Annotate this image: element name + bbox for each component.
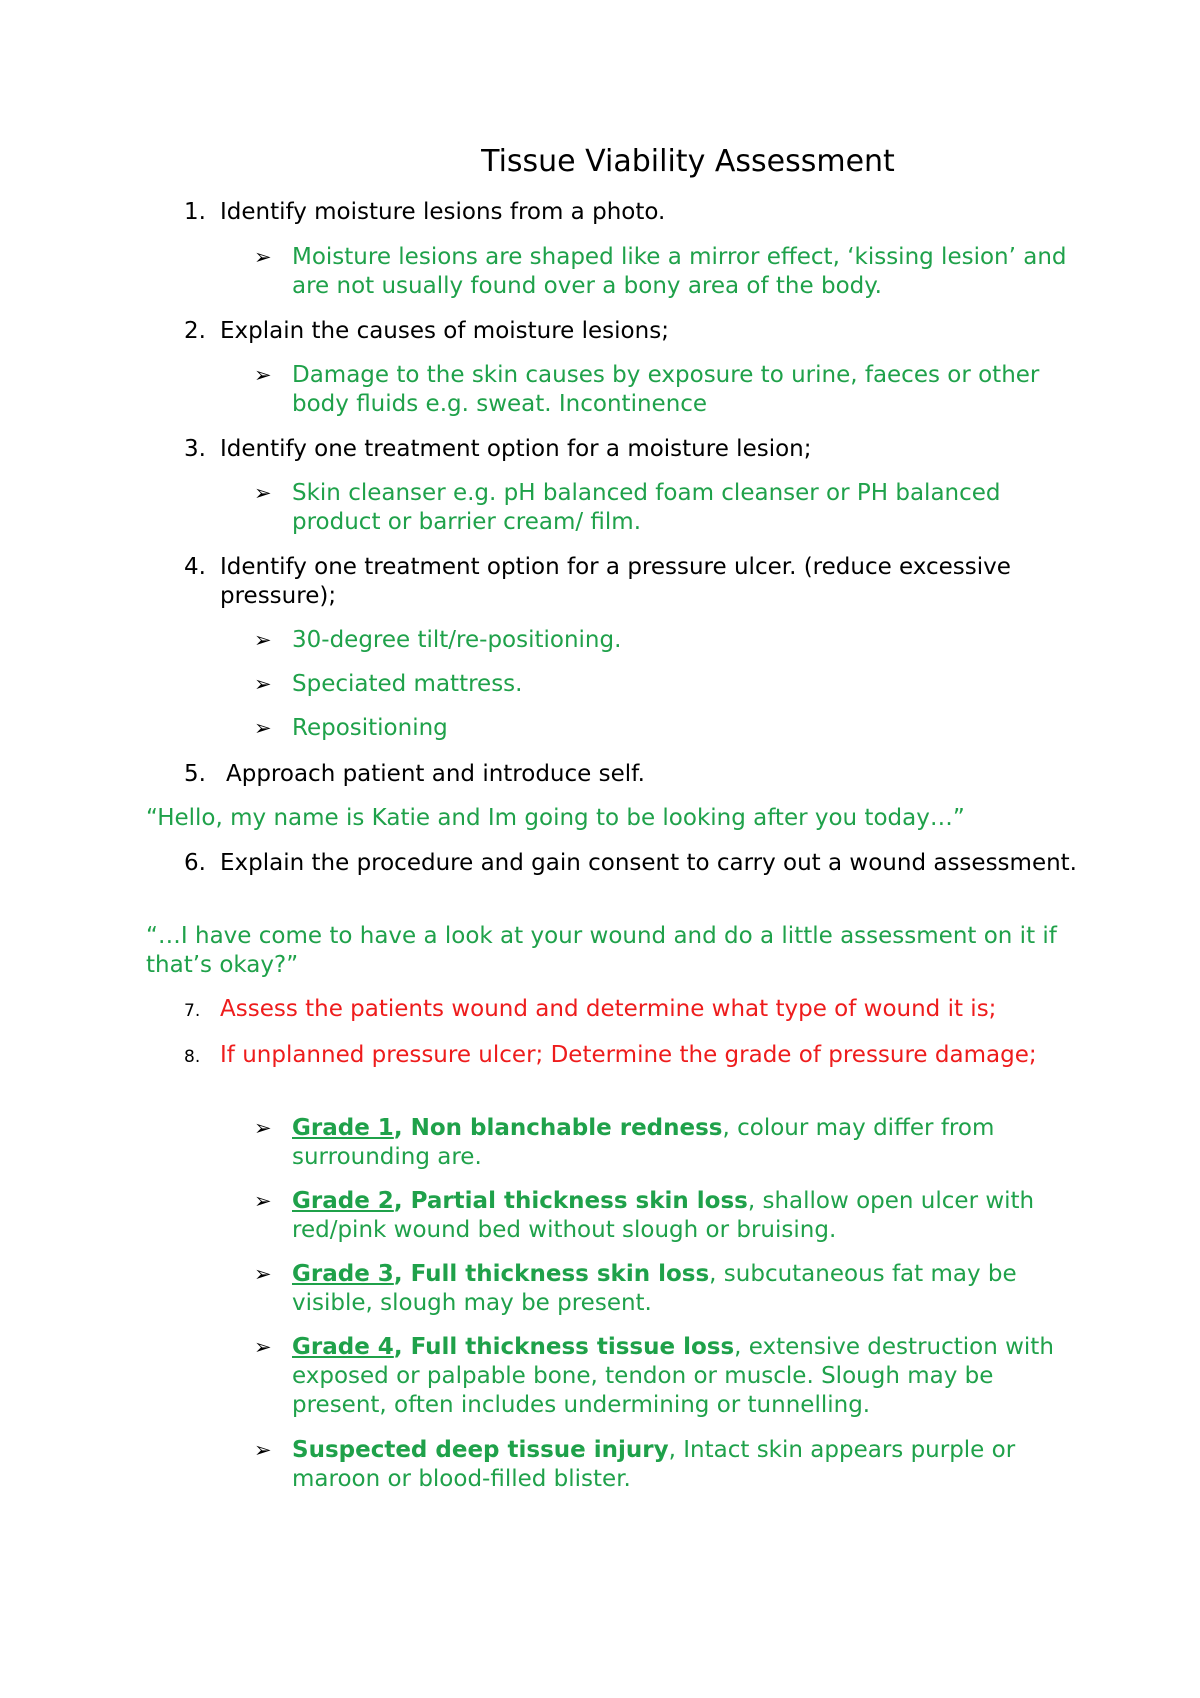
grade-title: Non blanchable redness — [410, 1115, 723, 1141]
grade-separator: , — [393, 1115, 411, 1141]
grade-title: Partial thickness skin loss — [410, 1188, 748, 1214]
grade-label: Grade 1 — [292, 1115, 394, 1141]
page-title: Tissue Viability Assessment — [481, 144, 895, 179]
quote-text: “Hello, my name is Katie and Im going to be looking after you today…” — [146, 805, 965, 831]
answer-text: Speciated mattress. — [292, 671, 523, 697]
arrow-bullet-icon: ➢ — [254, 628, 272, 652]
grade-label: Grade 2 — [292, 1188, 394, 1214]
arrow-bullet-icon: ➢ — [254, 1335, 272, 1359]
item-text: Explain the procedure and gain consent to carry out a wound assessment. — [220, 850, 1077, 876]
arrow-bullet-icon: ➢ — [254, 1116, 272, 1140]
grade-description: , extensive destruction with exposed or palpable bone, tendon or muscle. Slough may be present, often includes undermining or tunnelling. — [292, 1334, 1054, 1418]
arrow-bullet-icon: ➢ — [254, 716, 272, 740]
item-text: If unplanned pressure ulcer; Determine the grade of pressure damage; — [220, 1042, 1037, 1068]
grade-separator: , — [393, 1188, 411, 1214]
grade-separator: , — [393, 1261, 411, 1287]
grade-label: Grade 3 — [292, 1261, 394, 1287]
grade-title: Suspected deep tissue injury — [292, 1437, 669, 1463]
grade-label: Grade 4 — [292, 1334, 394, 1360]
grade-description: , subcutaneous fat may be visible, slough may be present. — [292, 1261, 1017, 1316]
item-number: 2. — [184, 318, 206, 344]
grade-4-entry — [292, 1333, 1092, 1420]
grade-description: , shallow open ulcer with red/pink wound bed without slough or bruising. — [292, 1188, 1035, 1243]
item-text: Identify moisture lesions from a photo. — [220, 199, 666, 225]
answer-text: Skin cleanser e.g. pH balanced foam cleanser or PH balanced product or barrier cream/ film. — [292, 480, 1001, 535]
answer-text: Moisture lesions are shaped like a mirror effect, ‘kissing lesion’ and are not usually found over a bony area of the body. — [292, 244, 1067, 299]
arrow-bullet-icon: ➢ — [254, 1262, 272, 1286]
arrow-bullet-icon: ➢ — [254, 672, 272, 696]
item-text: Approach patient and introduce self. — [226, 761, 645, 787]
grade-title: Full thickness skin loss — [410, 1261, 710, 1287]
arrow-bullet-icon: ➢ — [254, 1189, 272, 1213]
item-number: 7. — [184, 1001, 201, 1021]
grade-2-entry — [292, 1187, 1092, 1245]
item-text: Identify one treatment option for a pressure ulcer. (reduce excessive pressure); — [220, 554, 1011, 609]
grade-description: , Intact skin appears purple or maroon or blood-filled blister. — [292, 1437, 1016, 1492]
item-text: Identify one treatment option for a moisture lesion; — [220, 436, 812, 462]
arrow-bullet-icon: ➢ — [254, 363, 272, 387]
grade-separator: , — [393, 1334, 411, 1360]
grade-3-entry — [292, 1260, 1092, 1318]
item-number: 1. — [184, 199, 206, 225]
item-text: Assess the patients wound and determine what type of wound it is; — [220, 996, 997, 1022]
arrow-bullet-icon: ➢ — [254, 1438, 272, 1462]
grade-1-entry — [292, 1114, 1092, 1172]
item-number: 5. — [184, 761, 206, 787]
deep-tissue-entry — [292, 1436, 1092, 1494]
quote-text: “…I have come to have a look at your wound and do a little assessment on it if that’s okay?” — [146, 923, 1057, 978]
grade-description: , colour may differ from surrounding are. — [292, 1115, 995, 1170]
grade-title: Full thickness tissue loss — [410, 1334, 735, 1360]
item-number: 8. — [184, 1047, 201, 1067]
arrow-bullet-icon: ➢ — [254, 481, 272, 505]
answer-text: 30-degree tilt/re-positioning. — [292, 627, 622, 653]
item-number: 4. — [184, 554, 206, 580]
item-number: 3. — [184, 436, 206, 462]
arrow-bullet-icon: ➢ — [254, 245, 272, 269]
answer-text: Repositioning — [292, 715, 448, 741]
item-text: Explain the causes of moisture lesions; — [220, 318, 669, 344]
answer-text: Damage to the skin causes by exposure to urine, faeces or other body fluids e.g. sweat. Incontinence — [292, 362, 1040, 417]
item-number: 6. — [184, 850, 206, 876]
